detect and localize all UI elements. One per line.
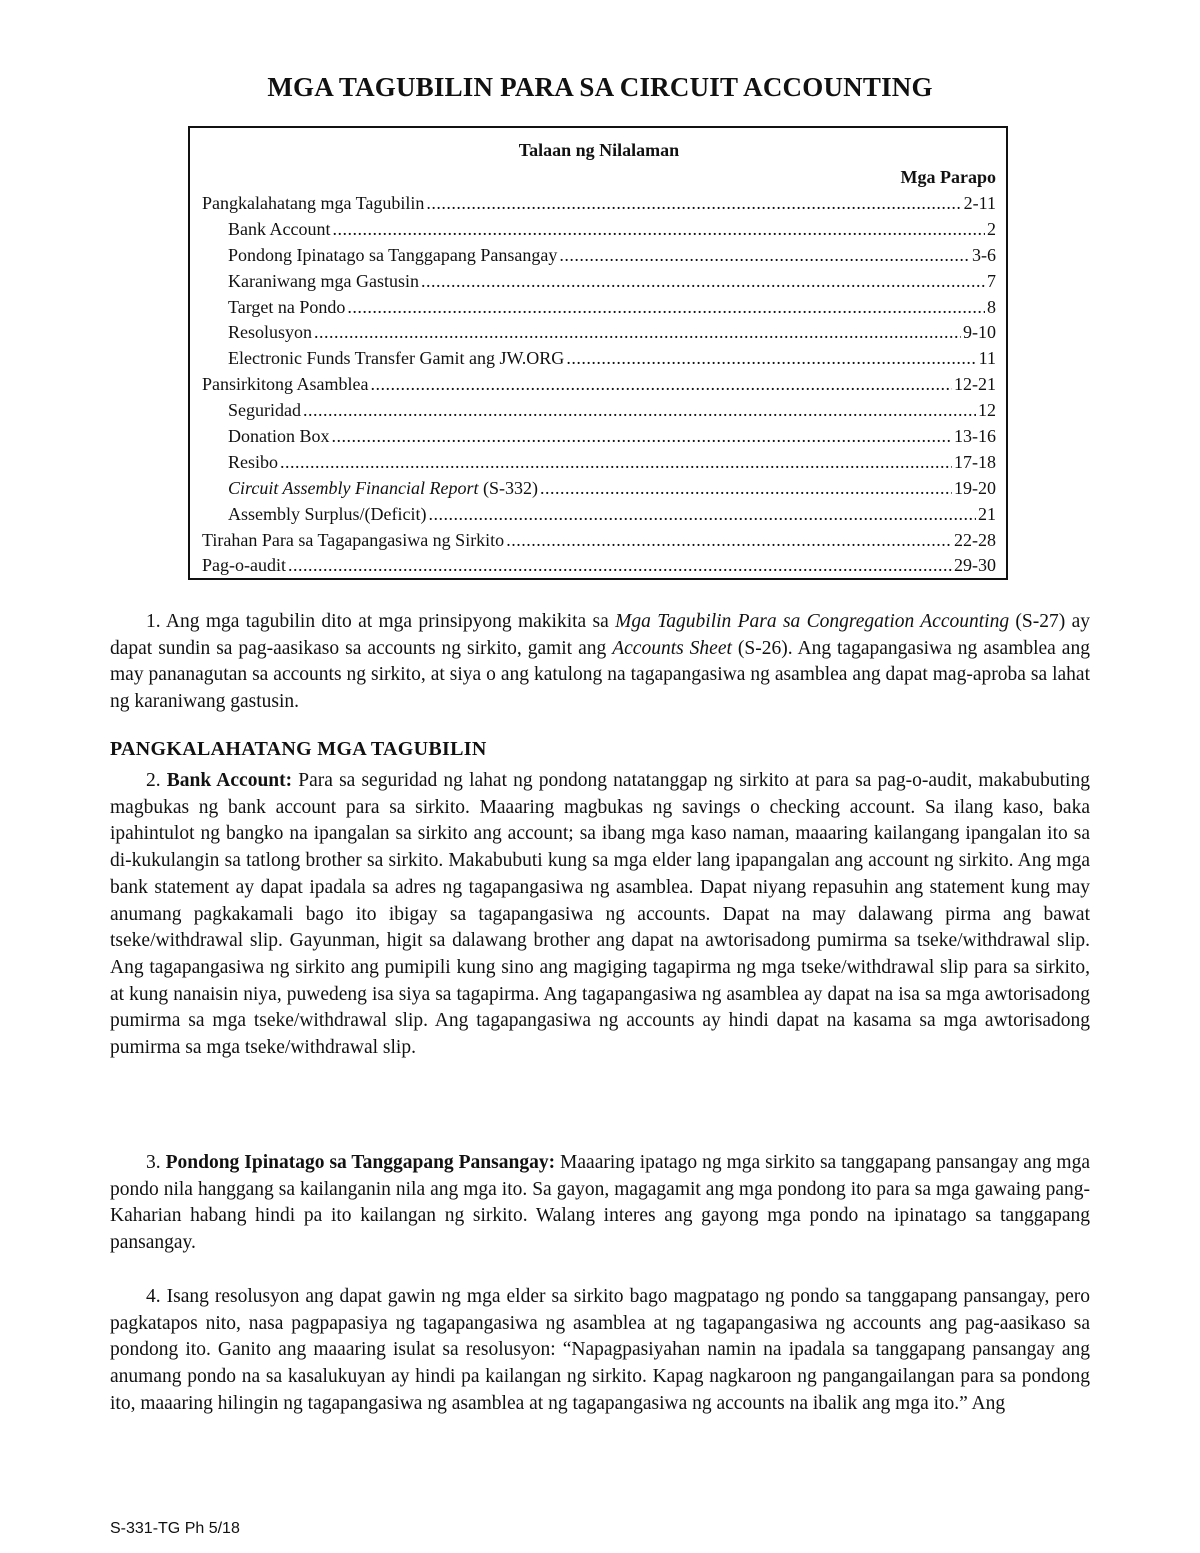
toc-entry-pages: 3-6 xyxy=(972,244,996,265)
toc-leader xyxy=(428,502,976,528)
toc-entry-pages: 2-11 xyxy=(963,193,996,213)
toc-entry xyxy=(202,243,996,269)
page-title: MGA TAGUBILIN PARA SA CIRCUIT ACCOUNTING xyxy=(267,72,933,102)
toc-entry xyxy=(202,450,996,476)
toc-leader xyxy=(314,320,961,346)
toc-column-header: Mga Parapo xyxy=(900,167,996,187)
toc-leader xyxy=(347,295,985,321)
toc-leader xyxy=(332,217,985,243)
toc-entry-label: Resibo xyxy=(228,451,279,472)
toc-entry-label: Bank Account xyxy=(228,218,331,239)
toc-entry-label: Donation Box xyxy=(228,426,330,447)
toc-entry-label: Pansirkitong Asamblea xyxy=(202,374,369,395)
paragraph-italic-title: Accounts Sheet xyxy=(612,637,732,659)
toc-entry-label: Tirahan Para sa Tagapangasiwa ng Sirkito xyxy=(202,529,505,550)
paragraph-text: Ang mga tagubilin dito at mga prinsipyong makikita sa xyxy=(160,611,616,632)
toc-entry xyxy=(202,398,996,424)
toc-entry-pages: 13-16 xyxy=(954,426,996,447)
toc-entry-label: Pondong Ipinatago sa Tanggapang Pansangay xyxy=(228,244,558,265)
toc-entry-label: Pag-o-audit xyxy=(202,555,286,576)
paragraph-text: Maaaring ipatago ng mga sirkito sa tanggapang pansangay ang mga pondo nila hanggang sa kailanganin nila ang mga ito. Sa gayon, magagamit ang mga pondong ito para sa mga gawaing pang-Kaharian habang hindi pa ito kailangan ng sirkito. Walang interes ang gayong mga pondo na ipinatago sa tanggapang pansangay. xyxy=(110,1152,1091,1254)
toc-leader xyxy=(332,424,953,450)
toc-entry xyxy=(202,346,996,372)
toc-entry xyxy=(202,372,996,398)
paragraph-4 xyxy=(110,1284,1090,1418)
paragraph-text: Isang resolusyon ang dapat gawin ng mga elder sa sirkito bago magpatago ng pondo sa tanggapang pansangay, pero pagkatapos nito, nasa pagpapasiya ng tagapangasiwa ng asamblea at ng tagapangasiwa ng accounts ang pag-aasikaso sa pondong ito. Ganito ang maaaring isulat sa resolusyon: “Napagpasiyahan namin na ipadala sa tanggapang pansangay ang anumang pondo na sa kasalukuyan ay hindi pa kailangan ng sirkito. Kapag nagkaroon ng pangangailangan para sa pondong ito, maaaring hilingin ng tagapangasiwa ng asamblea at ng tagapangasiwa ng accounts na ibalik ang mga ito.” Ang xyxy=(110,1286,1090,1414)
toc-entry-label: Karaniwang mga Gastusin xyxy=(228,270,419,291)
toc-entry xyxy=(202,269,996,295)
paragraph-number: 4. xyxy=(146,1286,161,1307)
toc-leader xyxy=(506,528,952,554)
toc-entry-label: Electronic Funds Transfer Gamit ang JW.ORG xyxy=(228,348,565,369)
table-of-contents xyxy=(188,126,1008,580)
toc-leader xyxy=(303,398,976,424)
toc-entry-label: Resolusyon xyxy=(228,322,313,343)
toc-entry-pages: 11 xyxy=(978,348,996,369)
paragraph-2 xyxy=(110,768,1090,1062)
paragraph-text: (S-26). Ang tagapangasiwa ng asamblea ang may pananagutan sa accounts ng sirkito, at siya o ang katulong na tagapangasiwa ng asamblea ang dapat mag-aproba sa lahat ng karaniwang gastusin. xyxy=(110,637,1090,713)
toc-entry-pages: 8 xyxy=(987,296,996,317)
paragraph-3 xyxy=(110,1150,1090,1257)
toc-leader xyxy=(559,243,970,269)
toc-entry-label xyxy=(228,476,538,502)
section-heading: PANGKALAHATANG MGA TAGUBILIN xyxy=(110,738,487,760)
toc-entry xyxy=(202,528,996,554)
paragraph-number: 1. xyxy=(146,611,161,632)
toc-entry-pages: 17-18 xyxy=(954,451,996,472)
toc-entry-pages: 12 xyxy=(978,400,996,421)
toc-entry-pages: 7 xyxy=(987,270,996,291)
toc-entry xyxy=(202,502,996,528)
toc-leader xyxy=(566,346,976,372)
toc-entry-label: Assembly Surplus/(Deficit) xyxy=(228,503,427,524)
paragraph-number: 2. xyxy=(146,770,161,791)
toc-entry-label: Seguridad xyxy=(228,400,301,421)
toc-leader xyxy=(426,191,961,217)
paragraph-italic-title: Mga Tagubilin Para sa Congregation Accounting xyxy=(615,611,1010,632)
toc-leader xyxy=(370,372,952,398)
toc-entry-label-rest: (S-332) xyxy=(478,477,538,498)
toc-entry-pages: 19-20 xyxy=(954,477,996,498)
toc-entry-pages: 29-30 xyxy=(954,555,996,576)
toc-entry-label-italic: Circuit Assembly Financial Report xyxy=(228,477,479,498)
toc-entry-pages: 21 xyxy=(978,503,996,524)
paragraph-text: (S-27) ay dapat sundin sa pag-aasikaso sa accounts ng sirkito, gamit ang xyxy=(110,611,1091,659)
paragraph-1 xyxy=(110,609,1090,716)
toc-leader xyxy=(288,553,952,579)
paragraph-number: 3. xyxy=(146,1152,161,1173)
toc-entry-pages: 12-21 xyxy=(954,374,996,395)
paragraph-bold-lead: Bank Account: xyxy=(166,770,293,791)
toc-heading: Talaan ng Nilalaman xyxy=(518,140,680,160)
toc-leader xyxy=(280,450,952,476)
toc-entry-label: Pangkalahatang mga Tagubilin xyxy=(202,193,425,213)
toc-entry xyxy=(202,553,996,579)
toc-entry-pages: 22-28 xyxy=(954,529,996,550)
toc-entry xyxy=(202,320,996,346)
toc-entry xyxy=(202,424,996,450)
toc-entry-pages: 2 xyxy=(987,218,996,239)
toc-entry xyxy=(202,295,996,321)
toc-entry xyxy=(202,217,996,243)
toc-entry-pages: 9-10 xyxy=(963,322,996,343)
paragraph-text: Para sa seguridad ng lahat ng pondong natatanggap ng sirkito at para sa pag-o-audit, makabubuting magbukas ng bank account para sa sirkito. Maaaring magbukas ng savings o checking account. Sa ilang kaso, baka ipahintulot ng bangko na ipangalan sa sirkito ang account; sa ibang mga kaso naman, maaaring kailangang ipangalan ito sa di-kukulangin sa tatlong brother sa sirkito. Makabubuti kung sa mga elder lang ipapangalan ang account ng sirkito. Ang mga bank statement ay dapat ipadala sa adres ng tagapangasiwa ng asamblea. Dapat niyang repasuhin ang statement kung may anumang pagkakamali bago ito ibigay sa tagapangasiwa ng accounts. Dapat na may dalawang pirma ang bawat tseke/withdrawal slip. Gayunman, higit sa dalawang brother ang dapat na awtorisadong pumirma sa tseke/withdrawal slip. Ang tagapangasiwa ng sirkito ang pumipili kung sino ang magiging tagapirma ng mga tseke/withdrawal slip para sa sirkito, at kung nanaisin niya, puwedeng isa siya sa tagapirma. Ang tagapangasiwa ng asamblea ay dapat na isa sa mga awtorisadong pumirma sa mga tseke/withdrawal slip. Ang tagapangasiwa ng accounts ay hindi dapat na kasama sa mga awtorisadong pumirma sa mga tseke/withdrawal slip. xyxy=(110,770,1090,1059)
toc-leader xyxy=(421,269,985,295)
footer-code: S-331-TG Ph 5/18 xyxy=(110,1520,240,1537)
toc-entry xyxy=(202,191,996,217)
toc-entry-label: Target na Pondo xyxy=(228,296,346,317)
toc-entry xyxy=(202,476,996,502)
toc-leader xyxy=(540,476,952,502)
paragraph-bold-lead: Pondong Ipinatago sa Tanggapang Pansangay: xyxy=(165,1152,556,1173)
